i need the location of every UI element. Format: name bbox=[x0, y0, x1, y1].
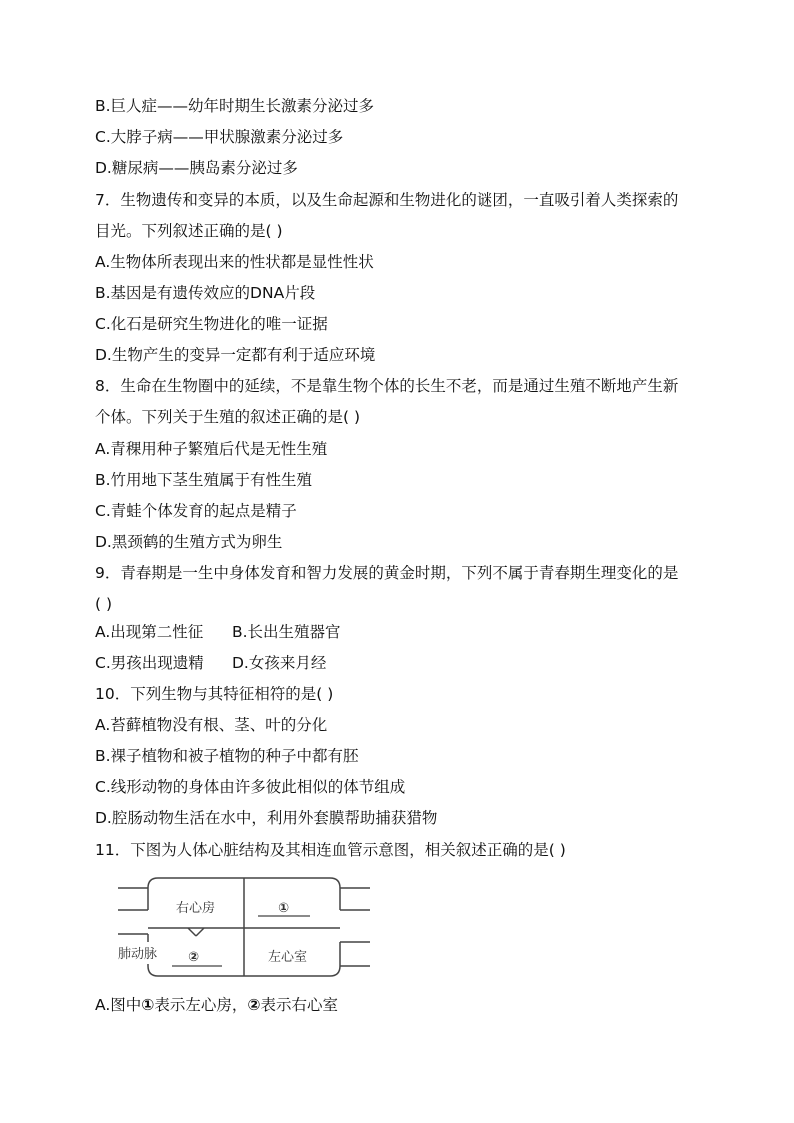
q11-option-a-circled-2: ② bbox=[247, 996, 261, 1014]
diagram-label-pulmonary-artery: 肺动脉 bbox=[118, 947, 158, 962]
q7-option-a: A.生物体所表现出来的性状都是显性性状 bbox=[95, 253, 374, 271]
diagram-label-right-atrium: 右心房 bbox=[176, 901, 216, 916]
q7-stem-line1: 7．生物遗传和变异的本质，以及生命起源和生物进化的谜团，一直吸引着人类探索的 bbox=[95, 191, 679, 209]
heart-diagram bbox=[118, 872, 370, 980]
q11-option-a-prefix: A.图中 bbox=[95, 996, 142, 1014]
diagram-label-1-group bbox=[258, 901, 310, 916]
q10-option-b: B.裸子植物和被子植物的种子中都有胚 bbox=[95, 747, 359, 765]
q10-stem: 10．下列生物与其特征相符的是( ) bbox=[95, 685, 334, 703]
diagram-label-1: ① bbox=[278, 901, 290, 916]
q10-option-a: A.苔藓植物没有根、茎、叶的分化 bbox=[95, 716, 328, 734]
q11-option-a bbox=[95, 995, 338, 1015]
q7-option-d: D.生物产生的变异一定都有利于适应环境 bbox=[95, 346, 376, 364]
q11-option-a-mid: 表示左心房， bbox=[154, 996, 248, 1014]
q10-option-c: C.线形动物的身体由许多彼此相似的体节组成 bbox=[95, 778, 406, 796]
q7-option-b: B.基因是有遗传效应的DNA片段 bbox=[95, 284, 316, 302]
diagram-label-2-group bbox=[172, 950, 222, 966]
q7-option-c: C.化石是研究生物进化的唯一证据 bbox=[95, 315, 328, 333]
q9-option-b: B.长出生殖器官 bbox=[232, 623, 341, 641]
diagram-label-2: ② bbox=[188, 950, 200, 965]
q10-option-d: D.腔肠动物生活在水中，利用外套膜帮助捕获猎物 bbox=[95, 809, 438, 827]
q9-option-c: C.男孩出现遗精 bbox=[95, 654, 204, 672]
diagram-label-left-ventricle: 左心室 bbox=[268, 950, 308, 965]
q9-option-a: A.出现第二性征 bbox=[95, 623, 204, 641]
q8-option-a: A.青稞用种子繁殖后代是无性生殖 bbox=[95, 440, 328, 458]
q6-option-b: B.巨人症——幼年时期生长激素分泌过多 bbox=[95, 97, 375, 115]
q9-stem-line2: ( ) bbox=[95, 595, 113, 613]
q6-option-c: C.大脖子病——甲状腺激素分泌过多 bbox=[95, 128, 344, 146]
q8-option-c: C.青蛙个体发育的起点是精子 bbox=[95, 502, 297, 520]
q9-option-d: D.女孩来月经 bbox=[232, 654, 327, 672]
q8-stem-line1: 8．生命在生物圈中的延续，不是靠生物个体的长生不老，而是通过生殖不断地产生新 bbox=[95, 377, 679, 395]
q8-stem-line2: 个体。下列关于生殖的叙述正确的是( ) bbox=[95, 408, 361, 426]
q11-option-a-suffix: 表示右心室 bbox=[260, 996, 339, 1014]
q11-stem: 11．下图为人体心脏结构及其相连血管示意图，相关叙述正确的是( ) bbox=[95, 841, 566, 859]
q8-option-b: B.竹用地下茎生殖属于有性生殖 bbox=[95, 471, 313, 489]
q11-option-a-circled-1: ① bbox=[141, 996, 155, 1014]
q8-option-d: D.黑颈鹤的生殖方式为卵生 bbox=[95, 533, 283, 551]
q6-option-d: D.糖尿病——胰岛素分泌过多 bbox=[95, 159, 298, 177]
q9-stem-line1: 9．青春期是一生中身体发育和智力发展的黄金时期，下列不属于青春期生理变化的是 bbox=[95, 564, 679, 582]
q7-stem-line2: 目光。下列叙述正确的是( ) bbox=[95, 222, 283, 240]
